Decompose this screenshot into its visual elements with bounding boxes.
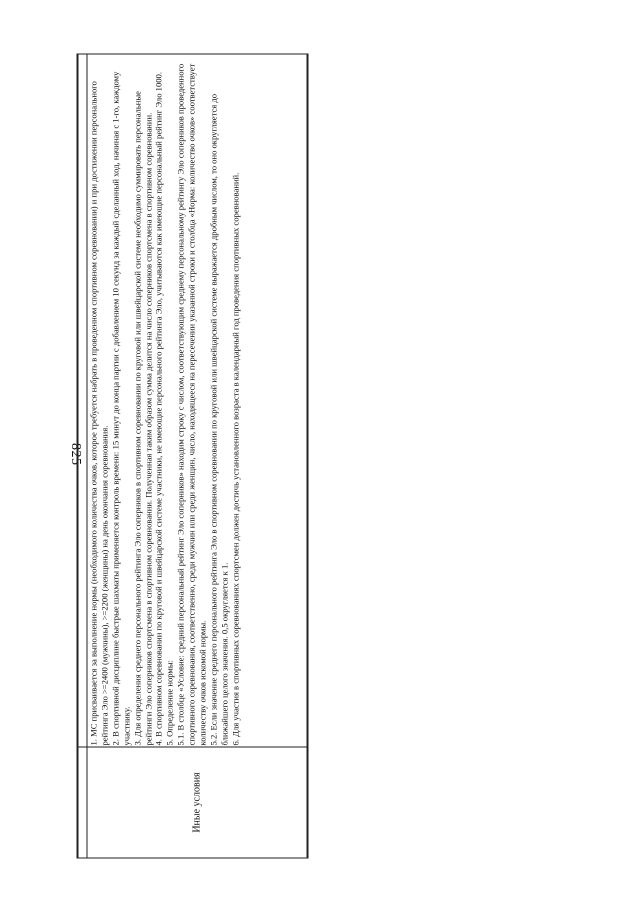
condition-paragraph-2: 2. В спортивной дисциплине быстрые шахматы применяется контроль времени: 15 минут до конца партии с добавлением 10 секунд за каждый сделанный ход, начиная с 1-го, каждому участнику. [110,71,132,746]
column-divider [79,747,87,748]
condition-paragraph-5: 5. Определение нормы: [164,659,175,746]
row-label: Иные условия [191,772,203,833]
condition-paragraph-4: 4. В спортивном соревновании по круговой и швейцарской системе участники, не имеющие персонального рейтинга Эло, учитываются как имеющие персональный рейтинг Эло 1000. [153,72,164,746]
page-number: 825 [68,443,83,466]
condition-paragraph-1: 1. МС присваивается за выполнение нормы (необходимого количества очков, которое требуется набрать в проведенном спортивном соревновании) и при достижении персонального рейтинга Эло >=2400 (мужчины), >=2200 (женщины) на день окончания соревнования. [88,81,110,746]
condition-paragraph-5-1: 5.1. В столбце «Условие: средний персональный рейтинг Эло соперников» находим строку с числом, соответствующим среднему персональному рейтингу Эло соперников проведенного спортивного соревнования, соответственно, среди мужчин или среди женщин, число, находящееся на пересечении указанной строки и столбца «Норма: количество очков» соответствует количеству очков искомой нормы. [175,63,208,746]
conditions-text-cell [89,60,305,746]
row-label-cell [88,747,307,858]
condition-paragraph-6: 6. Для участия в спортивных соревнованиях спортсмен должен достичь установленного возраста в календарный год проведения спортивных соревнований. [230,172,241,746]
condition-paragraph-3: 3. Для определения среднего персонального рейтинга Эло соперников в спортивном соревновании по круговой или швейцарской системе необходимо суммировать персональные рейтинги Эло соперников спортсмена в спортивном соревновании. Полученная таким образом сумма делится на число соперников спортсмена в спортивном соревновании. [132,91,154,746]
table-row [88,55,307,858]
rules-table [77,54,309,859]
table-top-row [79,55,88,858]
condition-paragraph-5-2: 5.2. Если значение среднего персонального рейтинга Эло в спортивном соревновании по круговой или швейцарской системе выражается дробным числом, то оно округляется до ближайшего целого значения. 0,5 округляется к 1. [208,93,230,746]
